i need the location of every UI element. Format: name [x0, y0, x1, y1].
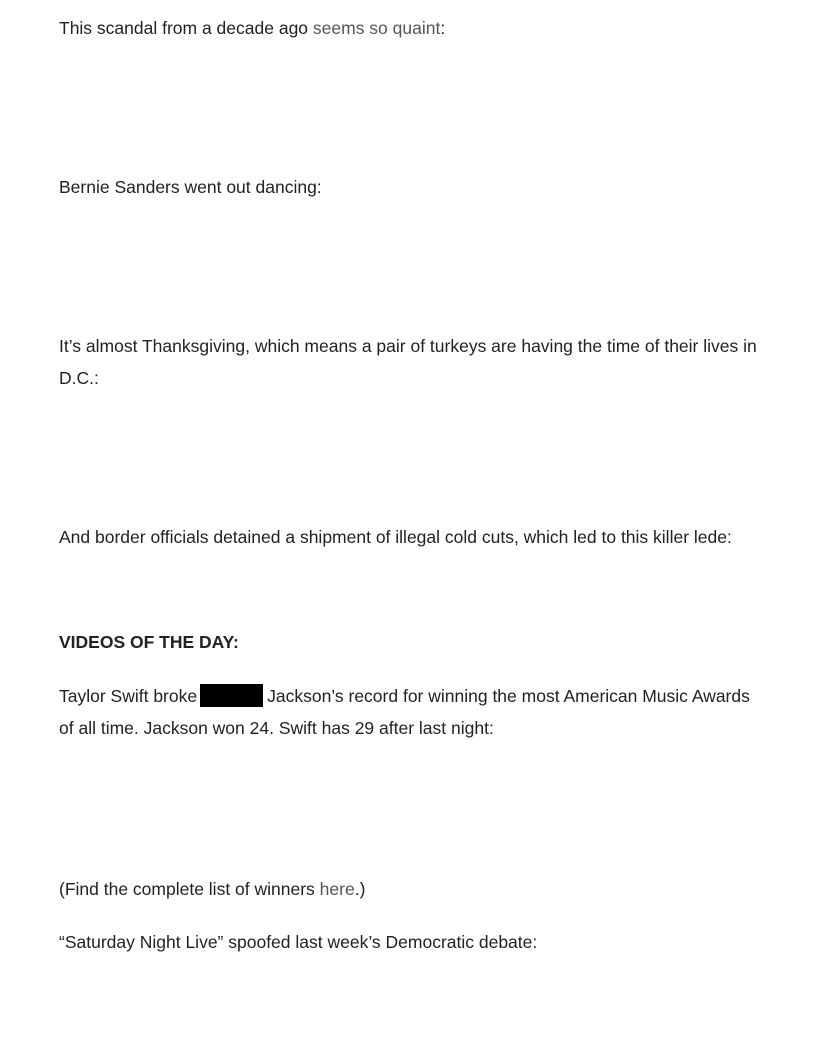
paragraph-taylor-swift — [59, 680, 759, 744]
paragraph-bernie: Bernie Sanders went out dancing: — [59, 177, 322, 197]
scandal-text-end: : — [440, 18, 446, 38]
winners-text-end: .) — [354, 879, 366, 899]
paragraph-border: And border officials detained a shipment of illegal cold cuts, which led to this killer lede: — [59, 527, 732, 547]
taylor-text-start: Taylor Swift broke — [59, 686, 198, 706]
videos-of-the-day-heading: VIDEOS OF THE DAY: — [59, 632, 239, 652]
winners-here-link[interactable]: here — [319, 879, 355, 899]
paragraph-winners — [59, 873, 769, 905]
scandal-text: This scandal from a decade ago — [59, 18, 313, 38]
taylor-text-end: Jackson’s record for winning the most American Music Awards of all time. Jackson won 24. Swift has 29 after last night: — [59, 686, 750, 738]
paragraph-thanksgiving: It’s almost Thanksgiving, which means a pair of turkeys are having the time of their lives in D.C.: — [59, 336, 757, 388]
redaction-block — [200, 684, 263, 707]
winners-text: (Find the complete list of winners — [59, 879, 320, 899]
seems-so-quaint-link[interactable]: seems so quaint — [312, 18, 441, 38]
paragraph-scandal — [59, 12, 769, 44]
paragraph-snl: “Saturday Night Live” spoofed last week’s Democratic debate: — [59, 932, 538, 952]
